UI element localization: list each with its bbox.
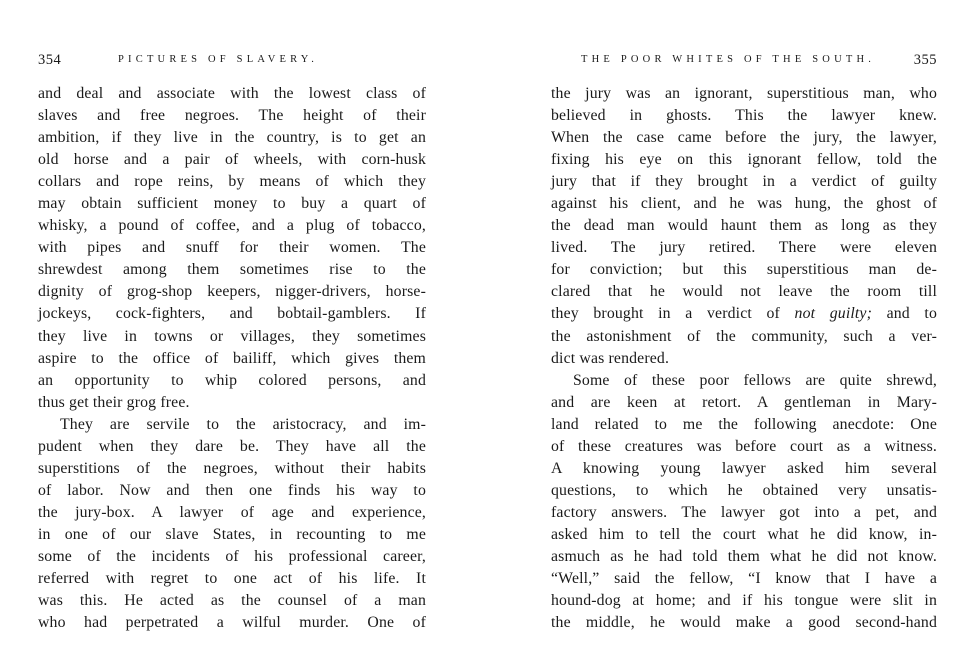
text-line: slaves and free negroes. The height of their [38,107,426,125]
text-line: some of the incidents of his professional career, [38,547,426,565]
text-line: with pipes and snuff for their women. The [38,239,426,257]
text-line: for conviction; but this superstitious man de- [551,261,937,279]
left-running-head [38,50,426,70]
text-line: dignity of grog-shop keepers, nigger-drivers, horse- [38,283,426,301]
text-line: asmuch as he had told them what he did not know. [551,547,937,565]
text-line-with-italic [551,303,937,325]
text-line: questions, to which he obtained very unsatis- [551,481,937,499]
text-line: land related to me the following anecdote: One [551,415,937,433]
left-page [38,50,426,634]
text-line: factory answers. The lawyer got into a pet, and [551,503,937,521]
text-line-paragraph-end: dict was rendered. [551,349,670,367]
left-running-title: PICTURES OF SLAVERY. [118,54,319,65]
text-segment: and to [886,305,938,323]
text-line: the middle, he would make a good second-hand [551,614,937,632]
text-line: in one of our slave States, in recounting to me [38,525,426,543]
text-line: the jury-box. A lawyer of age and experience, [38,503,426,521]
text-line: ambition, if they live in the country, is to get an [38,129,426,147]
right-page-number: 355 [913,52,937,68]
text-line: who had perpetrated a wilful murder. One of [38,614,426,632]
text-line: referred with regret to one act of his life. It [38,570,426,588]
text-line: asked him to tell the court what he did know, in- [551,525,937,543]
text-line: the astonishment of the community, such a ver- [551,327,937,345]
left-page-number: 354 [38,52,62,68]
text-line: against his client, and he was hung, the ghost of [551,195,937,213]
text-line-paragraph-start: Some of these poor fellows are quite shrewd, [573,371,937,389]
text-line: “Well,” said the fellow, “I know that I have a [551,570,937,588]
text-line: jury that if they brought in a verdict of guilty [551,173,937,191]
text-line: hound-dog at home; and if his tongue were slit in [551,592,937,610]
text-line: jockeys, cock-fighters, and bobtail-gamblers. If [38,305,426,323]
text-line: they live in towns or villages, they sometimes [38,327,426,345]
text-line: the dead man would haunt them as long as they [551,217,937,235]
text-line: fixing his eye on this ignorant fellow, told the [551,151,937,169]
text-line: may obtain sufficient money to buy a quart of [38,195,426,213]
italic-phrase: not guilty; [794,305,873,323]
text-line: was this. He acted as the counsel of a man [38,592,426,610]
right-page [551,50,937,634]
right-running-head [551,50,937,70]
text-line: and deal and associate with the lowest class of [38,85,426,102]
text-line-paragraph-end: thus get their grog free. [38,393,190,411]
text-segment: they brought in a verdict of [551,305,780,323]
text-line: When the case came before the jury, the lawyer, [551,129,937,147]
text-line: aspire to the office of bailiff, which gives them [38,349,426,367]
text-line: an opportunity to whip colored persons, and [38,371,426,389]
text-line: clared that he would not leave the room till [551,283,937,301]
text-line: whisky, a pound of coffee, and a plug of tobacco, [38,217,426,235]
text-line: old horse and a pair of wheels, with corn-husk [38,151,426,169]
right-running-title: THE POOR WHITES OF THE SOUTH. [581,54,876,65]
text-line: the jury was an ignorant, superstitious man, who [551,85,937,102]
text-line: of these creatures was before court as a witness. [551,437,937,455]
text-line: superstitions of the negroes, without their habits [38,459,426,477]
text-line: believed in ghosts. This the lawyer knew. [551,107,937,125]
text-line: shrewdest among them sometimes rise to the [38,261,426,279]
right-body-text [551,83,937,634]
text-line: pudent when they dare be. They have all the [38,437,426,455]
text-line: and are keen at retort. A gentleman in Mary- [551,393,937,411]
left-body-text [38,83,426,634]
text-line: lived. The jury retired. There were eleven [551,239,937,257]
text-line-paragraph-start: They are servile to the aristocracy, and im- [60,415,426,433]
text-line: A knowing young lawyer asked him several [551,459,937,477]
text-line: of labor. Now and then one finds his way to [38,481,426,499]
text-line: collars and rope reins, by means of which they [38,173,426,191]
